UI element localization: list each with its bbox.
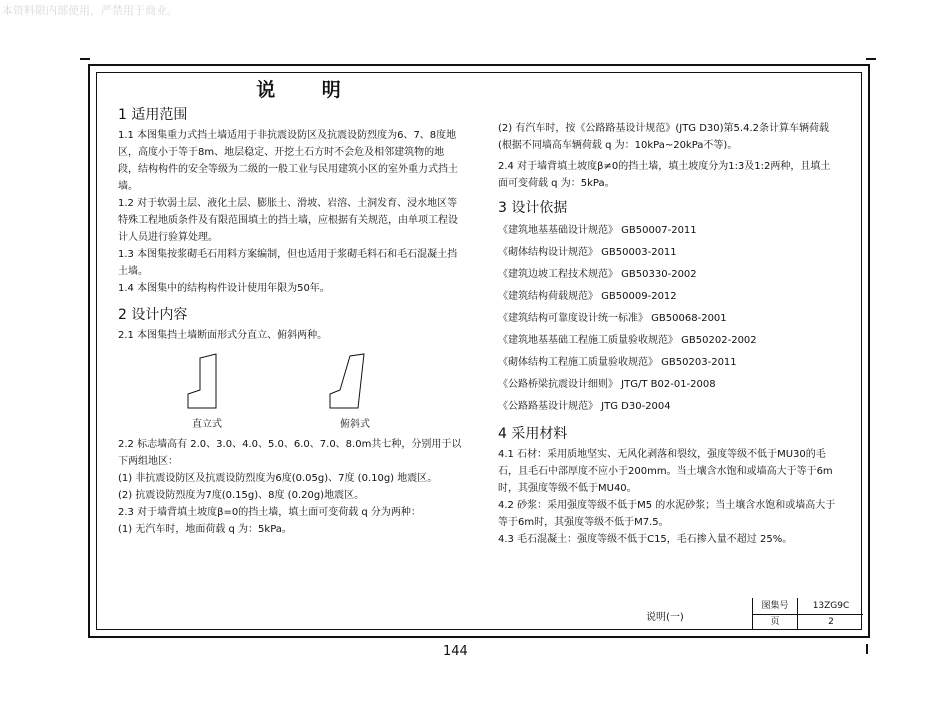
title-block-page-row <box>753 614 863 630</box>
sheet-title: 说明(一) <box>646 612 684 623</box>
para-2-4: 2.4 对于墙背填土坡度β≠0的挡土墙，填土坡度分为1:3及1:2两种，且填土面可变荷载 q 为：5kPa。 <box>498 161 831 189</box>
right-column <box>498 120 838 548</box>
para-4-1: 4.1 石材：采用质地坚实、无风化剥落和裂纹，强度等级不低于MU30的毛石，且毛石中部厚度不应小于200mm。当土壤含水饱和或墙高大于等于6m时，其强度等级不低于MU40。 <box>498 449 833 494</box>
section-1-heading: 1 适用范围 <box>118 107 188 123</box>
para-2-2-1: (1) 非抗震设防区及抗震设防烈度为6度(0.05g)、7度 (0.10g) 地震区。 <box>118 473 438 484</box>
left-column <box>118 78 463 538</box>
para-4-3: 4.3 毛石混凝土：强度等级不低于C15，毛石掺入量不超过 25%。 <box>498 534 793 545</box>
para-4-2: 4.2 砂浆：采用强度等级不低于M5 的水泥砂浆；当土壤含水饱和或墙高大于等于6m时，其强度等级不低于M7.5。 <box>498 500 836 528</box>
registration-mark-bottom-right <box>866 644 868 654</box>
ref-item: 《建筑地基基础设计规范》 GB50007-2011 <box>498 225 697 236</box>
sheet-page-number: 2 <box>828 617 834 627</box>
ref-item: 《公路路基设计规范》 JTG D30-2004 <box>498 401 671 412</box>
section-4-heading: 4 采用材料 <box>498 426 568 442</box>
watermark: 本资料限内部使用，严禁用于商业。 <box>2 4 178 17</box>
para-1-3: 1.3 本图集按浆砌毛石用料方案编制，但也适用于浆砌毛料石和毛石混凝土挡土墙。 <box>118 249 458 277</box>
para-2-3-1: (1) 无汽车时，地面荷载 q 为：5kPa。 <box>118 524 292 535</box>
wall-section-diagrams <box>118 346 463 432</box>
title-block-atlas-row <box>753 598 863 615</box>
vertical-wall-section <box>188 354 216 408</box>
para-1-2: 1.2 对于软弱土层、液化土层、膨胀土、滑坡、岩溶、土洞发育、浸水地区等特殊工程地质条件及有限范围填土的挡土墙，应根据有关规范，由单项工程设计人员进行验算处理。 <box>118 198 458 243</box>
registration-mark-top-right <box>866 58 876 60</box>
title-block <box>752 598 863 630</box>
ref-item: 《公路桥梁抗震设计细则》 JTG/T B02-01-2008 <box>498 379 716 390</box>
page-label: 页 <box>753 614 798 630</box>
label-inclined-wall: 俯斜式 <box>340 419 370 430</box>
para-1-1: 1.1 本图集重力式挡土墙适用于非抗震设防区及抗震设防烈度为6、7、8度地区，高度小于等于8m、地层稳定、开挖土石方时不会危及相邻建筑物的地段，结构构件的安全等级为二级的一般工业与民用建筑小区的室外重力式挡土墙。 <box>118 130 458 192</box>
wall-sections-svg <box>118 346 463 416</box>
para-2-1: 2.1 本图集挡土墙断面形式分直立、俯斜两种。 <box>118 330 328 341</box>
ref-item: 《建筑地基基础工程施工质量验收规范》 GB50202-2002 <box>498 335 757 346</box>
para-1-4: 1.4 本图集中的结构构件设计使用年限为50年。 <box>118 283 330 294</box>
atlas-number: 13ZG9C <box>812 601 850 611</box>
section-3-heading: 3 设计依据 <box>498 200 568 216</box>
page-number: 144 <box>443 644 468 659</box>
para-2-2-2: (2) 抗震设防烈度为7度(0.15g)、8度 (0.20g)地震区。 <box>118 490 365 501</box>
ref-item: 《建筑结构可靠度设计统一标准》 GB50068-2001 <box>498 313 727 324</box>
page-title: 说 明 <box>256 79 361 101</box>
ref-item: 《砌体结构工程施工质量验收规范》 GB50203-2011 <box>498 357 737 368</box>
para-2-2: 2.2 标志墙高有 2.0、3.0、4.0、5.0、6.0、7.0、8.0m共七种，分别用于以下两组地区： <box>118 439 462 467</box>
ref-item: 《建筑结构荷载规范》 GB50009-2012 <box>498 291 677 302</box>
label-vertical-wall: 直立式 <box>192 419 222 430</box>
para-2-3: 2.3 对于墙背填土坡度β=0的挡土墙，填土面可变荷载 q 分为两种： <box>118 507 421 518</box>
para-2-3-2: (2) 有汽车时，按《公路路基设计规范》(JTG D30)第5.4.2条计算车辆荷载(根据不同墙高车辆荷载 q 为：10kPa~20kPa不等)。 <box>498 123 830 151</box>
section-2-heading: 2 设计内容 <box>118 307 188 323</box>
inclined-wall-section <box>330 354 364 408</box>
ref-item: 《砌体结构设计规范》 GB50003-2011 <box>498 247 677 258</box>
atlas-label: 图集号 <box>753 598 798 614</box>
registration-mark-top-left <box>80 58 90 60</box>
ref-item: 《建筑边坡工程技术规范》 GB50330-2002 <box>498 269 697 280</box>
